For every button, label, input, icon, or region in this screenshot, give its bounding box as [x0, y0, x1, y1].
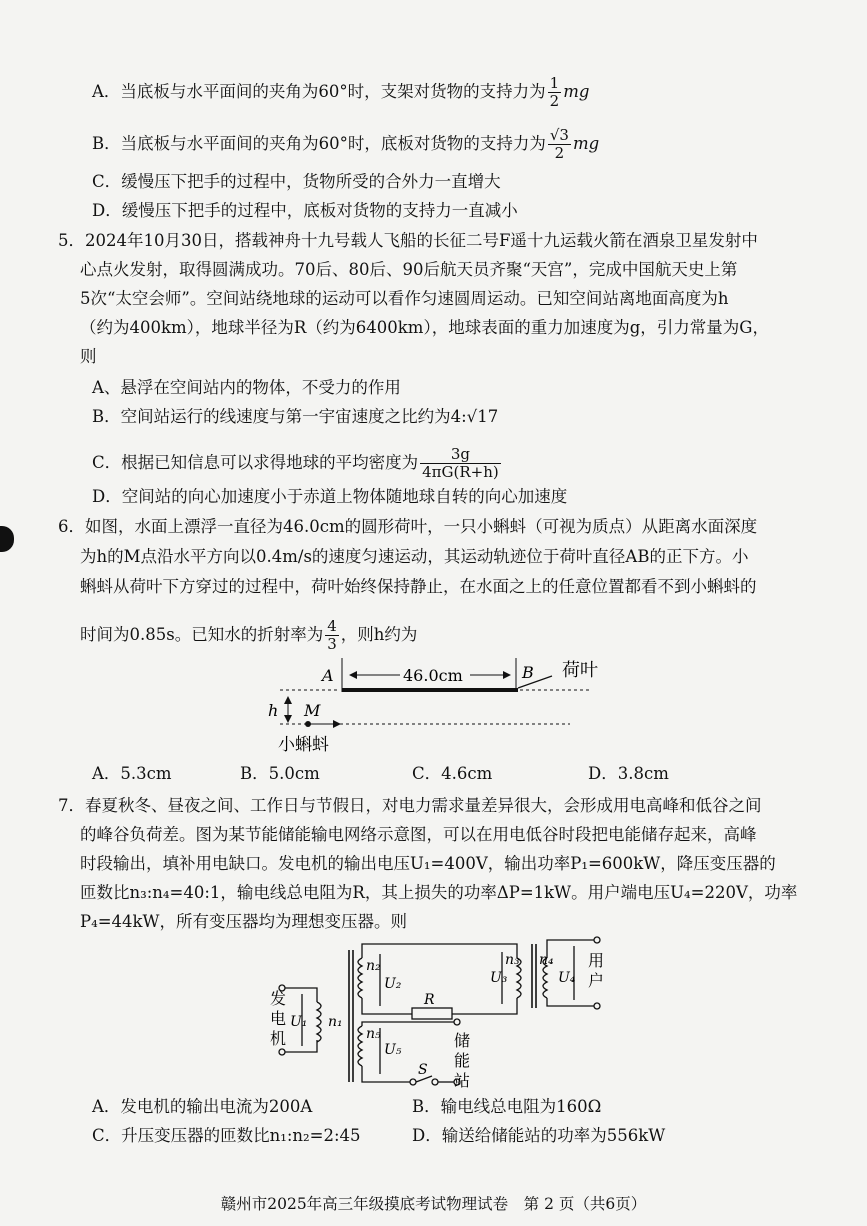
label-user-2: 户 — [588, 971, 605, 990]
label-r: R — [424, 992, 435, 1008]
q6-options — [0, 763, 867, 785]
q7-option-c: C．升压变压器的匝数比n₁:n₂=2:45 — [92, 1126, 361, 1145]
q7-stem-line4: 匝数比n₃:n₄=40:1，输电线总电阻为R，其上损失的功率ΔP=1kW。用户端电压U₄=220V，功率 — [80, 883, 798, 902]
q5-stem-line4: （约为400km），地球半径为R（约为6400km），地球表面的重力加速度为g，引力常量为G， — [80, 318, 769, 337]
q7-stem-line3: 时段输出，填补用电缺口。发电机的输出电压U₁=400V，输出功率P₁=600kW，降压变压器的 — [80, 854, 776, 873]
q6-stem-line3: 蝌蚪从荷叶下方穿过的过程中，荷叶始终保持静止，在水面之上的任意位置都看不到小蝌蚪的 — [80, 577, 757, 596]
q4-option-b: B．当底板与水平面间的夹角为60°时，底板对货物的支持力为 $\frac{√3}{2}$ mg — [92, 126, 600, 162]
q7-option-a: A．发电机的输出电流为200A — [92, 1097, 313, 1116]
fraction-density: $\frac{3g}{4\pi G(R+h)}$ — [422, 445, 499, 481]
q5-stem-line2: 心点火发射，取得圆满成功。70后、80后、90后航天员齐聚“天宫”，完成中国航天史上第 — [80, 260, 738, 279]
q4-option-b-text: B．当底板与水平面间的夹角为60°时，底板对货物的支持力为 — [92, 134, 546, 153]
q6-stem-line4: 时间为0.85s。已知水的折射率为 $\frac{4}{3}$ ，则h约为 — [80, 617, 418, 653]
label-h: h — [268, 701, 279, 720]
label-a: A — [322, 666, 334, 685]
q5-option-c — [92, 446, 503, 481]
q5-option-d: D．空间站的向心加速度小于赤道上物体随地球自转的向心加速度 — [92, 487, 568, 506]
q4-option-a-text: A．当底板与水平面间的夹角为60°时，支架对货物的支持力为 — [92, 82, 546, 101]
q7-stem-line2: 的峰谷负荷差。图为某节能储能输电网络示意图，可以在用电低谷时段把电能储存起来，高峰 — [80, 825, 757, 844]
q6-option-b: B．5.0cm — [240, 764, 320, 783]
q5-option-b: B．空间站运行的线速度与第一宇宙速度之比约为4:√17 — [92, 407, 499, 426]
label-storage-1: 储 — [454, 1031, 471, 1050]
coil-n1 — [317, 1002, 321, 1042]
label-u3: U₃ — [490, 970, 508, 986]
label-n1: n₁ — [328, 1014, 343, 1030]
scan-mark — [0, 526, 14, 552]
label-s: S — [418, 1062, 428, 1078]
q5-stem-line3: 5次“太空会师”。空间站绕地球的运动可以看作匀速圆周运动。已知空间站离地面高度为h — [80, 289, 729, 308]
point-m — [305, 721, 311, 727]
q5-option-a: A、悬浮在空间站内的物体，不受力的作用 — [92, 378, 401, 397]
q5-stem-line1: 5．2024年10月30日，搭载神舟十九号载人飞船的长征二号F遥十九运载火箭在酒泉卫星发射中 — [58, 231, 758, 250]
label-b: B — [522, 663, 534, 682]
q7-stem-line1: 7．春夏秋冬、昼夜之间、工作日与节假日，对电力需求量差异很大，会形成用电高峰和低谷之间 — [58, 796, 762, 815]
label-distance: 46.0cm — [403, 666, 463, 685]
q6-stem-line1: 6．如图，水面上漂浮一直径为46.0cm的圆形荷叶，一只小蝌蚪（可视为质点）从距离水面深度 — [58, 517, 758, 536]
label-u1: U₁ — [290, 1014, 308, 1030]
q7-circuit-diagram — [262, 930, 622, 1090]
q6-option-c: C．4.6cm — [412, 764, 493, 783]
label-generator-2: 电 — [270, 1009, 287, 1028]
label-n5: n₅ — [366, 1026, 381, 1042]
label-m: M — [304, 701, 321, 720]
q6-option-a: A．5.3cm — [92, 764, 172, 783]
coil-n5 — [358, 1026, 362, 1066]
fraction-refractive-index: $\frac{4}{3}$ — [327, 617, 337, 653]
label-u2: U₂ — [384, 976, 402, 992]
label-storage-2: 能 — [454, 1051, 471, 1070]
q4-option-a: A．当底板与水平面间的夹角为60°时，支架对货物的支持力为 $\frac{1}{2}$ mg — [92, 74, 590, 110]
label-u4: U₄ — [558, 970, 576, 986]
label-tadpole: 小蝌蚪 — [278, 735, 329, 755]
label-user-1: 用 — [588, 951, 605, 970]
resistor-r — [412, 1008, 452, 1019]
q7-stem-line5: P₄=44kW，所有变压器均为理想变压器。则 — [80, 912, 407, 931]
q5-stem-line5: 则 — [80, 347, 97, 366]
q7-option-b: B．输电线总电阻为160Ω — [412, 1097, 602, 1116]
label-u5: U₅ — [384, 1042, 402, 1058]
top-line — [362, 944, 517, 958]
label-n2: n₂ — [366, 958, 381, 974]
label-n4: n₄ — [539, 952, 554, 968]
q6-option-d: D．3.8cm — [588, 764, 669, 783]
page-footer: 赣州市2025年高三年级摸底考试物理试卷 第 2 页（共6页） — [220, 1195, 647, 1213]
coil-n2 — [358, 958, 362, 998]
fraction-sqrt3-half: $\frac{√3}{2}$ — [549, 126, 569, 162]
fraction-half: $\frac{1}{2}$ — [549, 74, 560, 110]
q5-option-c-text: C．根据已知信息可以求得地球的平均密度为 — [92, 453, 419, 472]
label-leaf: 荷叶 — [562, 660, 598, 681]
label-storage-3: 站 — [454, 1071, 471, 1090]
q7-option-d: D．输送给储能站的功率为556kW — [412, 1126, 666, 1145]
q6-diagram — [260, 652, 620, 757]
label-n3: n₃ — [505, 952, 520, 968]
q6-stem-line2: 为h的M点沿水平方向以0.4m/s的速度匀速运动，其运动轨迹位于荷叶直径AB的正下方。小 — [80, 547, 749, 566]
q4-option-d: D．缓慢压下把手的过程中，底板对货物的支持力一直减小 — [92, 201, 518, 220]
label-generator-3: 机 — [270, 1029, 287, 1048]
q4-option-c: C．缓慢压下把手的过程中，货物所受的合外力一直增大 — [92, 172, 501, 191]
label-generator-1: 发 — [270, 989, 287, 1008]
